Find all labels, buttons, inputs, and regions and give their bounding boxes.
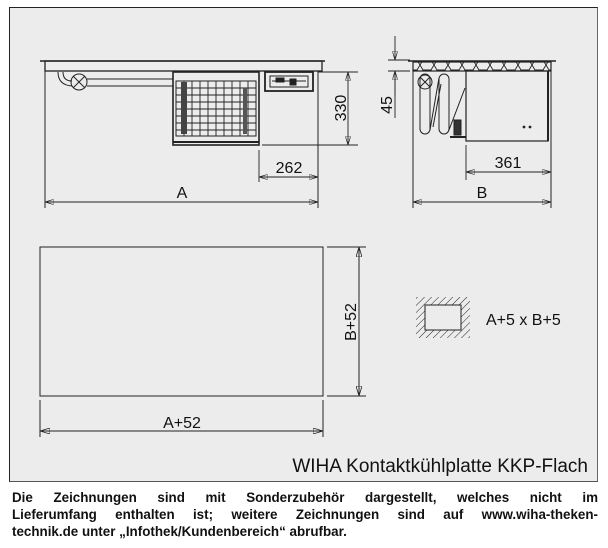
dim-361-label: 361 [494, 155, 522, 172]
footnote-line-3: technik.de unter „Infothek/Kundenbereich“ abrufbar. [12, 524, 347, 539]
dim-a52-label: A+52 [163, 415, 201, 432]
cutout-view [40, 247, 366, 437]
dim-b-label: B [476, 185, 488, 202]
footnote-line-1: Die Zeichnungen sind mit Sonderzubehör dargestellt, welches nicht im [12, 490, 598, 505]
product-title: WIHA Kontaktkühlplatte KKP-Flach [292, 456, 588, 477]
dim-b52-label: B+52 [343, 303, 360, 341]
footnote-line-2: Lieferumfang enthalten ist; weitere Zeichnungen sind auf www.wiha-theken- [12, 507, 598, 522]
dim-330-label: 330 [333, 94, 350, 122]
dim-45-label: 45 [379, 96, 396, 114]
dim-262-label: 262 [275, 160, 303, 177]
dim-a-label: A [176, 185, 188, 202]
footnote [12, 489, 598, 540]
cutout-symbol-label: A+5 x B+5 [486, 312, 561, 329]
cutout-symbol-icon [416, 297, 470, 338]
